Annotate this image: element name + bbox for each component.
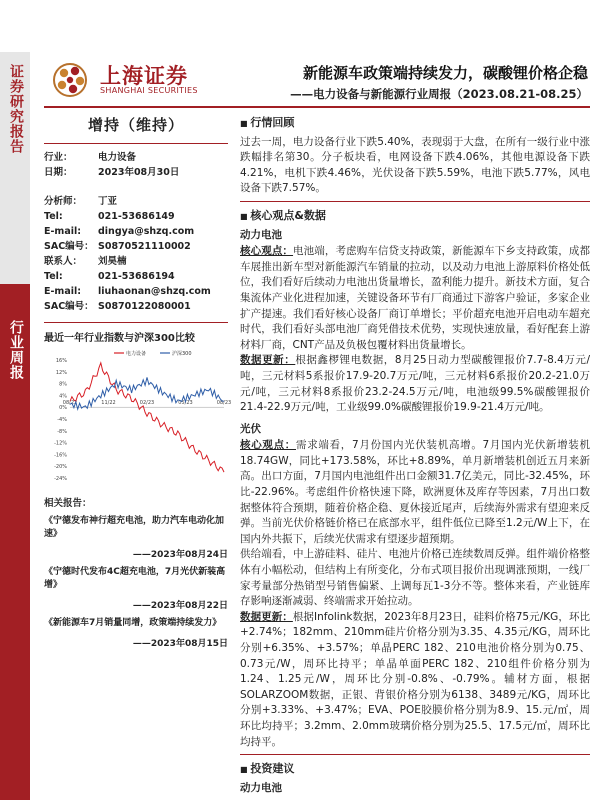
logo-mark-icon bbox=[50, 60, 94, 100]
analyst-row bbox=[44, 194, 228, 209]
analyst-row bbox=[44, 209, 228, 224]
y-tick-label: -20% bbox=[54, 464, 67, 471]
pv-view-text: 需求端看，7月份国内光伏装机高增。7月国内光伏新增装机18.74GW，同比+173.58%，环比+8.89%，单月新增装机创近五月来新高。出口方面，7月国内电池组件出口金额31.7亿美元，同比-32.45%，环比-22.96%。考虑组件价格快速下降，欧洲夏休及库存等因素，7月出口数据整体符合预期，随着价格企稳、夏休接近尾声，后续海外需求有望迎来反弹。当前光伏价格链价格已在底部水平，组件低位已降至1.2元/W上下，在国内外共振下，后续光伏需求有望逐步超预期。 bbox=[240, 439, 590, 545]
related-title: 相关报告： bbox=[44, 498, 92, 509]
analyst-row bbox=[44, 224, 228, 239]
y-tick-label: 16% bbox=[55, 358, 67, 364]
company-logo bbox=[50, 60, 230, 100]
info-value: 2023年08月30日 bbox=[98, 167, 180, 178]
header-divider bbox=[44, 106, 590, 108]
analyst-email-link[interactable]: dingya@shzq.com bbox=[98, 226, 195, 237]
subsection-power-battery: 动力电池 bbox=[240, 228, 282, 241]
analyst-key: Tel: bbox=[44, 211, 63, 222]
info-value: 电力设备 bbox=[98, 152, 137, 163]
info-key: 日期： bbox=[44, 167, 73, 178]
analyst-key: E-mail: bbox=[44, 226, 82, 237]
logo-en-text: SHANGHAI SECURITIES bbox=[100, 86, 198, 95]
section-divider bbox=[240, 754, 590, 755]
rating-divider bbox=[44, 143, 228, 144]
analyst-value: S0870521110002 bbox=[98, 241, 191, 252]
analyst-key: SAC编号： bbox=[44, 241, 94, 252]
view-label: 核心观点： bbox=[240, 245, 294, 258]
related-report-date: ——2023年08月24日 bbox=[132, 550, 228, 560]
main-content bbox=[240, 112, 590, 797]
legend-label: 电力设备 bbox=[126, 351, 147, 357]
y-tick-label: -24% bbox=[54, 476, 67, 482]
report-subtitle: ——电力设备与新能源行业周报（2023.08.21-08.25） bbox=[290, 87, 588, 101]
x-tick-label: 08/22 bbox=[62, 400, 78, 407]
subsection-pv: 光伏 bbox=[240, 422, 261, 435]
info-key: 行业： bbox=[44, 152, 73, 163]
pv-view bbox=[240, 438, 590, 547]
section-title-core: ■ 核心观点&数据 bbox=[240, 208, 590, 225]
left-column bbox=[44, 110, 232, 649]
analyst-key: Tel: bbox=[44, 271, 63, 282]
data-label: 数据更新： bbox=[240, 610, 293, 623]
analyst-value: 021-53686149 bbox=[98, 211, 175, 222]
y-tick-label: 8% bbox=[59, 381, 67, 388]
analyst-value: 刘昊楠 bbox=[98, 256, 127, 267]
analyst-row bbox=[44, 284, 228, 299]
analyst-value: S0870122080001 bbox=[98, 301, 191, 312]
analyst-key: 分析师： bbox=[44, 196, 83, 207]
power-battery-data bbox=[240, 353, 590, 415]
logo-cn-text: 上海证券 bbox=[100, 64, 188, 88]
chart-title: 最近一年行业指数与沪深300比较 bbox=[44, 322, 228, 344]
power-battery-data-text: 根据鑫椤锂电数据，8月25日动力型碳酸锂报价7.7-8.4万元/吨，三元材料5系报价17.9-20.7万元/吨，三元材料6系报价20.2-21.0万元/吨，三元材料8系报价23.2-24.5万元/吨，电池级99.5%碳酸锂报价21.4-22.9万元/吨，工业级99.0%碳酸锂报价19.9-21.4万元/吨。 bbox=[240, 354, 591, 414]
side-bar bbox=[0, 0, 30, 800]
review-text: 过去一周，电力设备行业下跌5.40%，表现弱于大盘，在所有一级行业中涨跌幅排名第30。分子板块看，电网设备下跌4.06%，其他电源设备下跌4.21%，电机下跌4.46%，光伏设备下跌5.59%，电池下跌5.77%，风电设备下跌7.57%。 bbox=[240, 135, 590, 195]
pv-view2-text: 供给端看，中上游硅料、硅片、电池片价格已连续数周反弹。组件端价格整体有小幅松动，但结构上有所变化，分布式项目报价出现调涨预期，一线厂家考量部分热销型号销售偏紧、上调每瓦1-3分不等。整体来看，产业链库存影响逐渐减弱、终端需求开始拉动。 bbox=[240, 548, 590, 608]
analyst-key: SAC编号： bbox=[44, 301, 94, 312]
y-tick-label: -12% bbox=[54, 440, 67, 447]
rating: 增持（维持） bbox=[87, 116, 184, 134]
x-tick-label: 11/22 bbox=[101, 400, 116, 407]
info-row bbox=[44, 165, 228, 180]
y-tick-label: -16% bbox=[54, 452, 67, 459]
related-report-date: ——2023年08月15日 bbox=[132, 639, 228, 649]
side-label-report: 证券研究报告 bbox=[8, 64, 24, 154]
power-battery-view-text: 电池端，考虑购车信贷支持政策，新能源车下乡支持政策，成都车展推出新车型对新能源汽车销量的拉动，以及动力电池上游原料价格处低位，我们看好后续动力电池出货量增长，盈利能力提升。新技术方面，复合集流体产业化进程加速，关键设备环节有厂商通过下游客户验证，多家企业扩产提速。我们看好核心设备厂商订单增长；平价超充电池开启电动车超充时代，我们看好头部电池厂商凭借技术优势，实现快速放量，看好配套上游材料厂商，CNT产品及负极包覆材料出货量增长。 bbox=[240, 245, 590, 351]
analyst-key: 联系人： bbox=[44, 256, 83, 267]
analyst-value: 丁亚 bbox=[98, 196, 118, 207]
analyst-email-link[interactable]: liuhaonan@shzq.com bbox=[98, 286, 211, 297]
x-tick-label: 02/23 bbox=[139, 400, 155, 407]
power-battery-view bbox=[240, 244, 590, 353]
analyst-row bbox=[44, 254, 228, 269]
data-label: 数据更新： bbox=[240, 354, 296, 367]
analyst-value: 021-53686194 bbox=[98, 271, 175, 282]
analyst-row bbox=[44, 299, 228, 314]
index-comparison-chart bbox=[44, 348, 232, 486]
pv-data bbox=[240, 610, 590, 750]
side-label-weekly: 行业周报 bbox=[8, 320, 24, 380]
report-title: 新能源车政策端持续发力，碳酸锂价格企稳 bbox=[302, 64, 588, 82]
info-row bbox=[44, 150, 228, 165]
y-tick-label: -8% bbox=[57, 428, 67, 435]
section-title-invest: ■ 投资建议 bbox=[240, 761, 590, 778]
analyst-key: E-mail: bbox=[44, 286, 82, 297]
analyst-list bbox=[44, 194, 228, 314]
subsection-invest-battery: 动力电池 bbox=[240, 781, 282, 794]
y-tick-label: 4% bbox=[59, 393, 67, 400]
info-list bbox=[44, 150, 228, 180]
related-report-link[interactable]: 《新能源车7月销量同增，政策端持续发力》 bbox=[44, 618, 222, 628]
y-tick-label: 0% bbox=[59, 405, 67, 412]
section-divider bbox=[240, 201, 590, 202]
x-tick-label: 08/23 bbox=[216, 400, 232, 407]
view-label: 核心观点： bbox=[240, 439, 296, 452]
related-report-link[interactable]: 《宁德时代发布4C超充电池，7月光伏新装高增》 bbox=[44, 567, 226, 590]
related-report-link[interactable]: 《宁德发布神行超充电池，助力汽车电动化加速》 bbox=[44, 516, 225, 539]
related-report-date: ——2023年08月22日 bbox=[132, 601, 228, 611]
x-tick-label: 05/23 bbox=[178, 400, 193, 407]
analyst-row bbox=[44, 239, 228, 254]
legend-label: 沪深300 bbox=[172, 351, 192, 357]
y-tick-label: -4% bbox=[57, 417, 67, 423]
section-title-review: ■ 行情回顾 bbox=[240, 115, 590, 132]
y-tick-label: 12% bbox=[55, 369, 67, 376]
pv-data-text: 根据Infolink数据，2023年8月23日，硅料价格75元/KG，环比+2.74%；182mm、210mm硅片价格分别为3.35、4.35元/KG，周环比分别+6.35%、+3.57%；单晶PERC 182、210电池价格分别为0.75、0.73元/W，周环比持平；单晶单面PERC 182、210组件价格分别为1.24、1.25元/W，周环比分别-0.8%、-0.79%。辅材方面，根据SOLARZOOM数据，正银、背银价格分别为6138、3489元/KG，周环比分别+3.33%、+3.47%；EVA、POE胶膜价格分别为8.9、15.元/㎡，周环比均持平；3.2mm、2.0mm玻璃价格分别为25.5、17.5元/㎡，周环比均持平。 bbox=[240, 610, 591, 748]
analyst-row bbox=[44, 269, 228, 284]
